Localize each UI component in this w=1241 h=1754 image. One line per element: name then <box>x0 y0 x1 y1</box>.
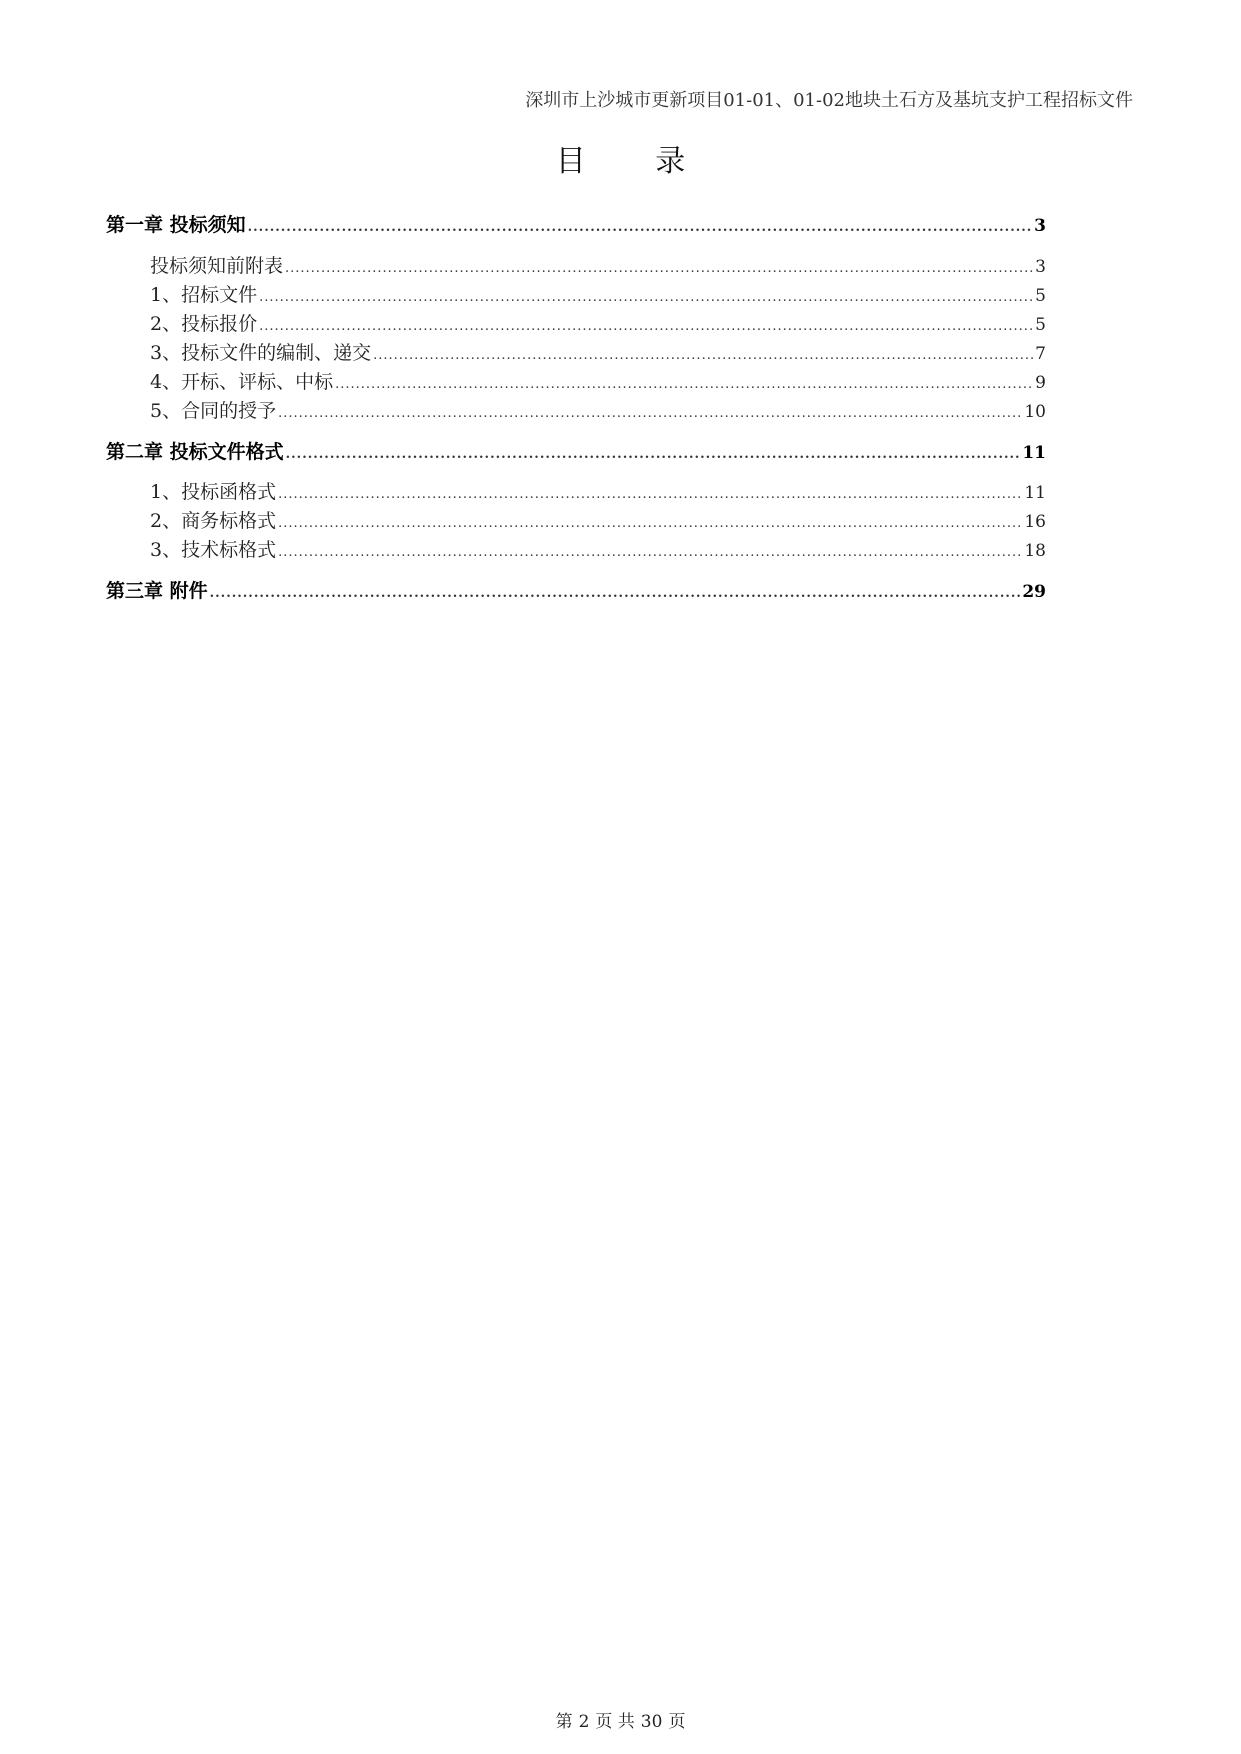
page-number-footer <box>0 1707 1241 1732</box>
toc-leader-dots <box>210 581 1021 607</box>
toc-entry-page: 11 <box>1022 443 1046 463</box>
toc-entry-section[interactable] <box>150 398 1046 424</box>
toc-leader-dots <box>285 256 1033 282</box>
toc-entry-section[interactable] <box>150 508 1046 534</box>
footer-suffix: 页 <box>668 1712 686 1732</box>
toc-leader-dots <box>373 343 1033 369</box>
toc-entry-label: 第一章 投标须知 <box>106 214 246 236</box>
toc-entry-page: 10 <box>1024 402 1046 422</box>
toc-entry-chapter-2[interactable] <box>106 439 1046 465</box>
toc-entry-page: 7 <box>1035 344 1046 364</box>
footer-prefix: 第 <box>555 1712 573 1732</box>
footer-middle: 页 共 <box>595 1712 635 1732</box>
toc-entry-label: 3、投标文件的编制、递交 <box>150 342 372 364</box>
footer-total-pages: 30 <box>640 1712 663 1732</box>
toc-entry-label: 1、招标文件 <box>150 284 258 306</box>
toc-entry-label: 5、合同的授予 <box>150 400 277 422</box>
toc-entry-chapter-3[interactable] <box>106 578 1046 604</box>
toc-entry-label: 3、技术标格式 <box>150 539 277 561</box>
toc-leader-dots <box>335 372 1033 398</box>
toc-entry-label: 第三章 附件 <box>106 580 208 602</box>
running-header: 深圳市上沙城市更新项目01-01、01-02地块土石方及基坑支护工程招标文件 <box>525 90 1133 111</box>
toc-leader-dots <box>278 511 1022 537</box>
toc-leader-dots <box>259 285 1033 311</box>
toc-entry-page: 3 <box>1034 216 1046 236</box>
toc-entry-section[interactable] <box>150 340 1046 366</box>
toc-leader-dots <box>248 215 1033 241</box>
toc-entry-section[interactable] <box>150 369 1046 395</box>
toc-leader-dots <box>278 482 1022 508</box>
toc-entry-section[interactable] <box>150 282 1046 308</box>
toc-entry-page: 18 <box>1024 541 1046 561</box>
toc-entry-page: 11 <box>1024 483 1046 503</box>
toc-entry-section[interactable] <box>150 479 1046 505</box>
toc-entry-page: 9 <box>1035 373 1046 393</box>
toc-leader-dots <box>286 442 1021 468</box>
toc-leader-dots <box>278 540 1022 566</box>
toc-entry-section[interactable] <box>150 537 1046 563</box>
toc-entry-label: 投标须知前附表 <box>150 255 284 277</box>
toc-entry-page: 16 <box>1024 512 1046 532</box>
toc-entry-label: 2、商务标格式 <box>150 510 277 532</box>
toc-entry-label: 第二章 投标文件格式 <box>106 441 284 463</box>
toc-leader-dots <box>278 401 1022 427</box>
toc-entry-page: 5 <box>1035 286 1046 306</box>
toc-entry-label: 1、投标函格式 <box>150 481 277 503</box>
toc-entry-section[interactable] <box>150 253 1046 279</box>
toc-entry-chapter-1[interactable] <box>106 212 1046 238</box>
toc-entry-section[interactable] <box>150 311 1046 337</box>
toc-title: 目 录 <box>555 144 716 179</box>
toc-entry-page: 3 <box>1035 257 1046 277</box>
footer-current-page: 2 <box>578 1712 590 1732</box>
toc-entry-page: 29 <box>1022 582 1046 602</box>
toc-entry-page: 5 <box>1035 315 1046 335</box>
toc-leader-dots <box>259 314 1033 340</box>
toc-entry-label: 2、投标报价 <box>150 313 258 335</box>
toc-entry-label: 4、开标、评标、中标 <box>150 371 334 393</box>
